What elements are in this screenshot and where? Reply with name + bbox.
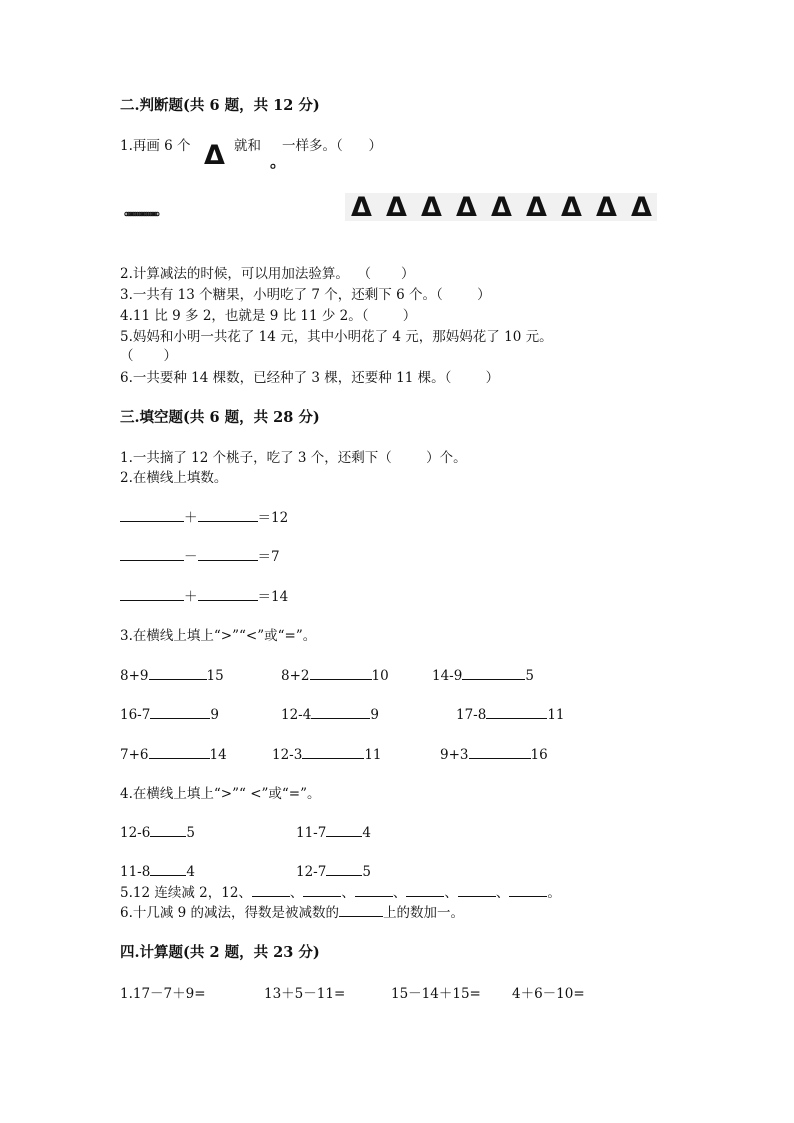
right-value: 15 — [206, 668, 224, 684]
left-expr: 11-8 — [120, 864, 151, 880]
q6-text: 6.十几减 9 的减法，得数是被减数的 — [120, 905, 340, 921]
answer-blank[interactable] — [150, 874, 186, 876]
compare-item — [281, 706, 379, 724]
compare-item — [120, 863, 195, 881]
left-expr: 8+9 — [120, 668, 149, 684]
fill-row — [120, 548, 280, 566]
section-heading-calculation: 四.计算题(共 2 题，共 23 分) — [120, 944, 320, 961]
question-2: 2.计算减法的时候，可以用加法验算。 （ ） — [120, 266, 415, 282]
answer-blank[interactable] — [150, 835, 186, 837]
answer-blank[interactable] — [252, 895, 290, 897]
left-expr: 9+3 — [440, 747, 469, 763]
left-expr: 16-7 — [120, 707, 151, 723]
fill-question-4: 4.在横线上填上“>”“ <”或“=”。 — [120, 786, 321, 802]
calc-item: 15－14＋15= — [391, 986, 481, 1002]
right-value: 10 — [371, 668, 389, 684]
right-value: 14 — [209, 747, 227, 763]
left-expr: 8+2 — [281, 668, 310, 684]
answer-blank[interactable] — [303, 895, 341, 897]
answer-blank[interactable] — [198, 599, 258, 601]
small-circle-icon: 。 — [270, 152, 287, 171]
result: ＝14 — [257, 589, 289, 605]
right-value: 5 — [186, 825, 195, 841]
compare-item — [432, 667, 534, 685]
compare-item — [120, 667, 224, 685]
triangle-row — [345, 193, 657, 221]
calc-item: 13＋5－11= — [264, 986, 346, 1002]
triangle-icon: Δ — [204, 140, 225, 171]
compare-item — [281, 667, 389, 685]
triangle-icon: Δ — [421, 192, 442, 223]
answer-blank[interactable] — [120, 520, 184, 522]
triangle-icon: Δ — [526, 192, 547, 223]
answer-blank[interactable] — [462, 678, 525, 680]
question-3: 3.一共有 13 个糖果，小明吃了 7 个，还剩下 6 个。（ ） — [120, 287, 491, 303]
answer-blank[interactable] — [458, 895, 496, 897]
fill-row — [120, 509, 288, 527]
triangle-icon: Δ — [491, 192, 512, 223]
answer-blank[interactable] — [311, 717, 370, 719]
triangle-icon: Δ — [631, 192, 652, 223]
triangle-icon: Δ — [561, 192, 582, 223]
question-1-part-c: 一样多。（ ） — [282, 138, 382, 154]
fill-question-2: 2.在横线上填数。 — [120, 470, 228, 486]
result: ＝7 — [257, 549, 280, 565]
circle-row: 。。。。。。。。。。。。。。。 — [124, 203, 164, 219]
answer-blank[interactable] — [302, 757, 364, 759]
fill-question-5 — [120, 884, 561, 902]
answer-blank[interactable] — [339, 915, 383, 917]
calc-item: 1.17－7＋9= — [120, 986, 206, 1002]
answer-blank[interactable] — [326, 874, 362, 876]
answer-blank[interactable] — [198, 520, 258, 522]
fill-row — [120, 588, 288, 606]
answer-blank[interactable] — [406, 895, 444, 897]
result: ＝12 — [257, 510, 289, 526]
triangle-icon: Δ — [456, 192, 477, 223]
question-1-part-b: 就和 — [234, 138, 261, 154]
operator: ＋ — [184, 589, 198, 605]
separator: 、 — [392, 885, 407, 901]
compare-item — [296, 863, 371, 881]
right-value: 16 — [530, 747, 548, 763]
separator: 、 — [289, 885, 304, 901]
compare-item — [120, 706, 219, 724]
left-expr: 7+6 — [120, 747, 149, 763]
compare-item — [456, 706, 565, 724]
question-1-part-a: 1.再画 6 个 — [120, 138, 191, 154]
answer-blank[interactable] — [149, 678, 207, 680]
fill-question-6 — [120, 904, 464, 922]
question-6: 6.一共要种 14 棵数，已经种了 3 棵，还要种 11 棵。（ ） — [120, 370, 500, 386]
triangle-icon: Δ — [386, 192, 407, 223]
right-value: 9 — [370, 707, 379, 723]
right-value: 4 — [362, 825, 371, 841]
section-heading-judgement: 二.判断题(共 6 题，共 12 分) — [120, 97, 320, 114]
left-expr: 14-9 — [432, 668, 463, 684]
answer-blank[interactable] — [326, 835, 362, 837]
answer-blank[interactable] — [469, 757, 531, 759]
compare-item — [272, 746, 382, 764]
separator: 、 — [444, 885, 458, 901]
fill-question-1: 1.一共摘了 12 个桃子，吃了 3 个，还剩下（ ）个。 — [120, 450, 467, 466]
question-4: 4.11 比 9 多 2，也就是 9 比 11 少 2。（ ） — [120, 308, 417, 324]
answer-blank[interactable] — [355, 895, 393, 897]
left-expr: 12-7 — [296, 864, 327, 880]
left-expr: 12-6 — [120, 825, 151, 841]
answer-blank[interactable] — [310, 678, 372, 680]
right-value: 9 — [210, 707, 219, 723]
answer-blank[interactable] — [149, 757, 210, 759]
separator: 、 — [495, 885, 510, 901]
right-value: 5 — [525, 668, 534, 684]
operator: ＋ — [184, 510, 198, 526]
question-5: 5.妈妈和小明一共花了 14 元，其中小明花了 4 元，那妈妈花了 10 元。 — [120, 329, 553, 345]
question-5-answer-bracket: （ ） — [120, 348, 178, 364]
answer-blank[interactable] — [198, 559, 258, 561]
fill-question-3: 3.在横线上填上“>”“<”或“=”。 — [120, 628, 317, 644]
calc-item: 4＋6－10= — [512, 986, 585, 1002]
triangle-icon: Δ — [596, 192, 617, 223]
answer-blank[interactable] — [150, 717, 210, 719]
q6-text-end: 上的数加一。 — [383, 905, 465, 921]
answer-blank[interactable] — [486, 717, 547, 719]
right-value: 11 — [547, 707, 565, 723]
answer-blank[interactable] — [509, 895, 547, 897]
left-expr: 12-4 — [281, 707, 312, 723]
section-heading-fill-blank: 三.填空题(共 6 题，共 28 分) — [120, 409, 320, 426]
compare-item — [440, 746, 548, 764]
right-value: 5 — [362, 864, 371, 880]
compare-item — [120, 746, 227, 764]
operator: － — [184, 549, 198, 565]
answer-blank[interactable] — [120, 599, 184, 601]
left-expr: 17-8 — [456, 707, 487, 723]
compare-item — [120, 824, 195, 842]
period: 。 — [547, 885, 561, 901]
compare-item — [296, 824, 371, 842]
right-value: 11 — [364, 747, 382, 763]
left-expr: 12-3 — [272, 747, 303, 763]
left-expr: 11-7 — [296, 825, 327, 841]
separator: 、 — [341, 885, 355, 901]
triangle-icon: Δ — [351, 192, 372, 223]
q5-text: 5.12 连续减 2，12、 — [120, 885, 252, 901]
right-value: 4 — [186, 864, 195, 880]
answer-blank[interactable] — [120, 559, 184, 561]
